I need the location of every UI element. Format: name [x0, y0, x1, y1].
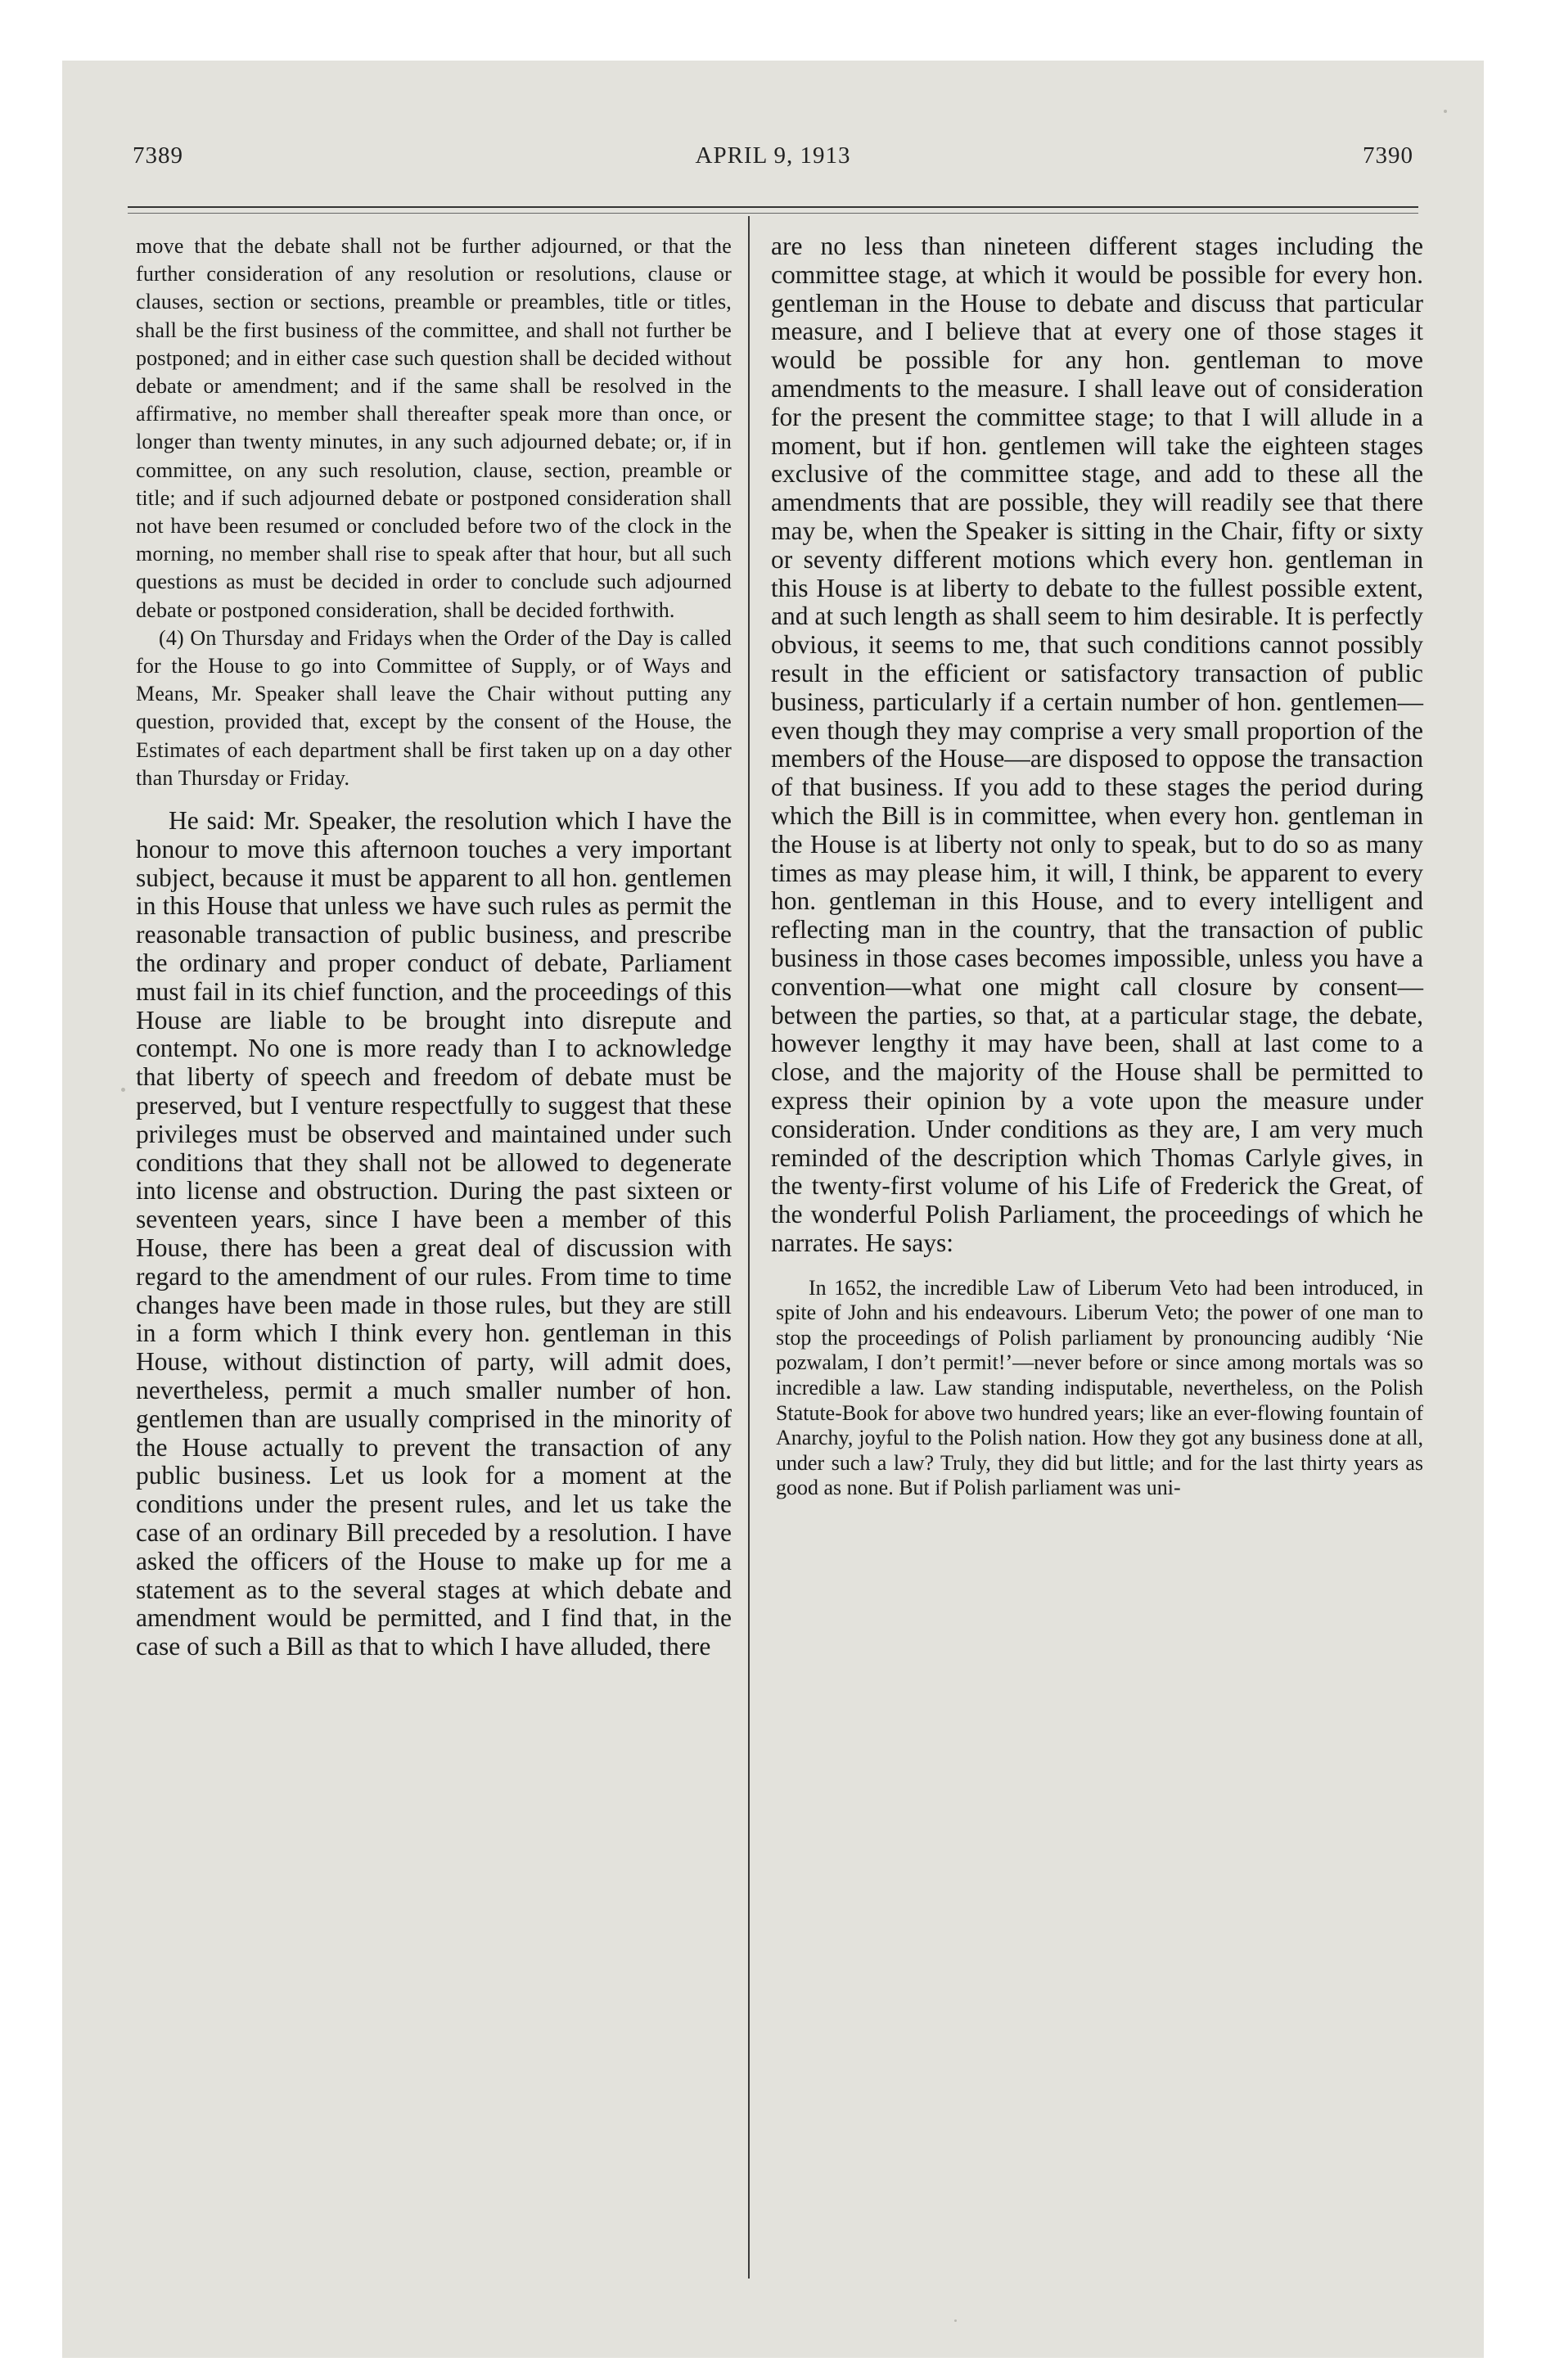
header-rule [128, 206, 1418, 208]
page-header [133, 142, 1413, 183]
clause-four: (4) On Thursday and Fridays when the Order of the Day is called for the House to go into Committee of Supply, or of Ways and Means, Mr. Speaker shall leave the Chair without putting any question, provided that, except by the consent of the House, the Estimates of each department shall be first taken up on a day other than Thursday or Friday. [136, 625, 732, 790]
page-number-right: 7390 [1363, 142, 1413, 169]
motion-text: move that the debate shall not be further adjourned, or that the further consideration of any resolution or resolutions, clause or clauses, section or sections, preamble or preambles, title or titles, shall be the first business of the committee, and shall not further be postponed; and in either case such question shall be decided without debate or amendment; and if the same shall be resolved in the affirmative, no member shall thereafter speak more than once, or longer than twenty minutes, in any such adjourned debate; or, if in committee, on any such resolution, clause, section, preamble or title; and if such adjourned debate or postponed consideration shall not have been resumed or concluded before two of the clock in the morning, no member shall rise to speak after that hour, but all such questions as must be decided in order to conclude such adjourned debate or postponed consideration, shall be decided forthwith. [136, 234, 732, 622]
left-column [136, 232, 732, 1661]
speech-paragraph: He said: Mr. Speaker, the resolution which I have the honour to move this afternoon touches a very important subject, because it must be apparent to all hon. gentlemen in this House that unless we have such rules as permit the reasonable transaction of public business, and prescribe the ordinary and proper conduct of debate, Parliament must fail in its chief function, and the proceedings of this House are liable to be brought into disrepute and contempt. No one is more ready than I to acknowledge that liberty of speech and freedom of debate must be preserved, but I venture respectfully to suggest that these privileges must be observed and maintained under such conditions that they shall not be allowed to degenerate into license and obstruction. During the past sixteen or seventeen years, since I have been a member of this House, there has been a great deal of discussion with regard to the amendment of our rules. From time to time changes have been made in those rules, but they are still in a form which I think every hon. gentleman in this House, without distinction of party, will admit does, nevertheless, permit a much smaller number of hon. gentlemen than are usually comprised in the minority of the House actually to prevent the transaction of any public business. Let us look for a moment at the conditions under the present rules, and let us take the case of an ordinary Bill preceded by a resolution. I have asked the officers of the House to make up for me a statement as to the several stages at which debate and amendment would be permitted, and I find that, in the case of such a Bill as that to which I have alluded, there [136, 806, 732, 1661]
hansard-page [62, 61, 1484, 2358]
column-divider [748, 216, 750, 2279]
scanned-page [62, 61, 1484, 2358]
page-number-left: 7389 [133, 142, 183, 169]
speech-continued: are no less than nineteen different stages including the committee stage, at which it would be possible for every hon. gentleman in the House to debate and discuss that particular measure, and I believe that at every one of those stages it would be possible for any hon. gentleman to move amendments to the measure. I shall leave out of consideration for the present the committee stage; to that I will allude in a moment, but if hon. gentlemen will take the eighteen stages exclusive of the committee stage, and add to these all the amendments that are possible, they will readily see that there may be, when the Speaker is sitting in the Chair, fifty or sixty or seventy different motions which every hon. gentleman in this House is at liberty to debate to the fullest possible extent, and at such length as shall seem to him desirable. It is perfectly obvious, it seems to me, that such conditions cannot possibly result in the efficient or satisfactory transaction of public business, particularly if a certain number of hon. gentlemen—even though they may comprise a very small proportion of the members of the House—are disposed to oppose the transaction of that business. If you add to these stages the period during which the Bill is in committee, when every hon. gentleman in the House is at liberty not only to speak, but to do so as many times as may please him, it will, I think, be apparent to every hon. gentleman in this House, and to every intelligent and reflecting man in the country, that the transaction of public business in those cases becomes impossible, unless you have a convention—what one might call closure by consent—between the parties, so that, at a particular stage, the debate, however lengthy it may have been, shall at last come to a close, and the majority of the House shall be permitted to express their opinion by a vote upon the measure under consideration. Under conditions as they are, I am very much reminded of the description which Thomas Carlyle gives, in the twenty-first volume of his Life of Frederick the Great, of the wonderful Polish Parliament, the proceedings of which he narrates. He says: [771, 232, 1423, 1257]
header-rule-secondary [128, 213, 1418, 214]
carlyle-quote: In 1652, the incredible Law of Liberum Veto had been introduced, in spite of John and his endeavours. Liberum Veto; the power of one man to stop the proceedings of Polish parliament by pronouncing audibly ‘Nie pozwalam, I don’t permit!’—never before or since among mortals was so incredible a law. Law standing indisputable, nevertheless, on the Polish Statute-Book for above two hundred years; like an ever-flowing fountain of Anarchy, joyful to the Polish nation. How they got any business done at all, under such a law? Truly, they did but little; and for the last thirty years as good as none. But if Polish parliament was uni- [776, 1275, 1423, 1500]
right-column [771, 232, 1423, 1501]
header-date: APRIL 9, 1913 [695, 142, 851, 169]
